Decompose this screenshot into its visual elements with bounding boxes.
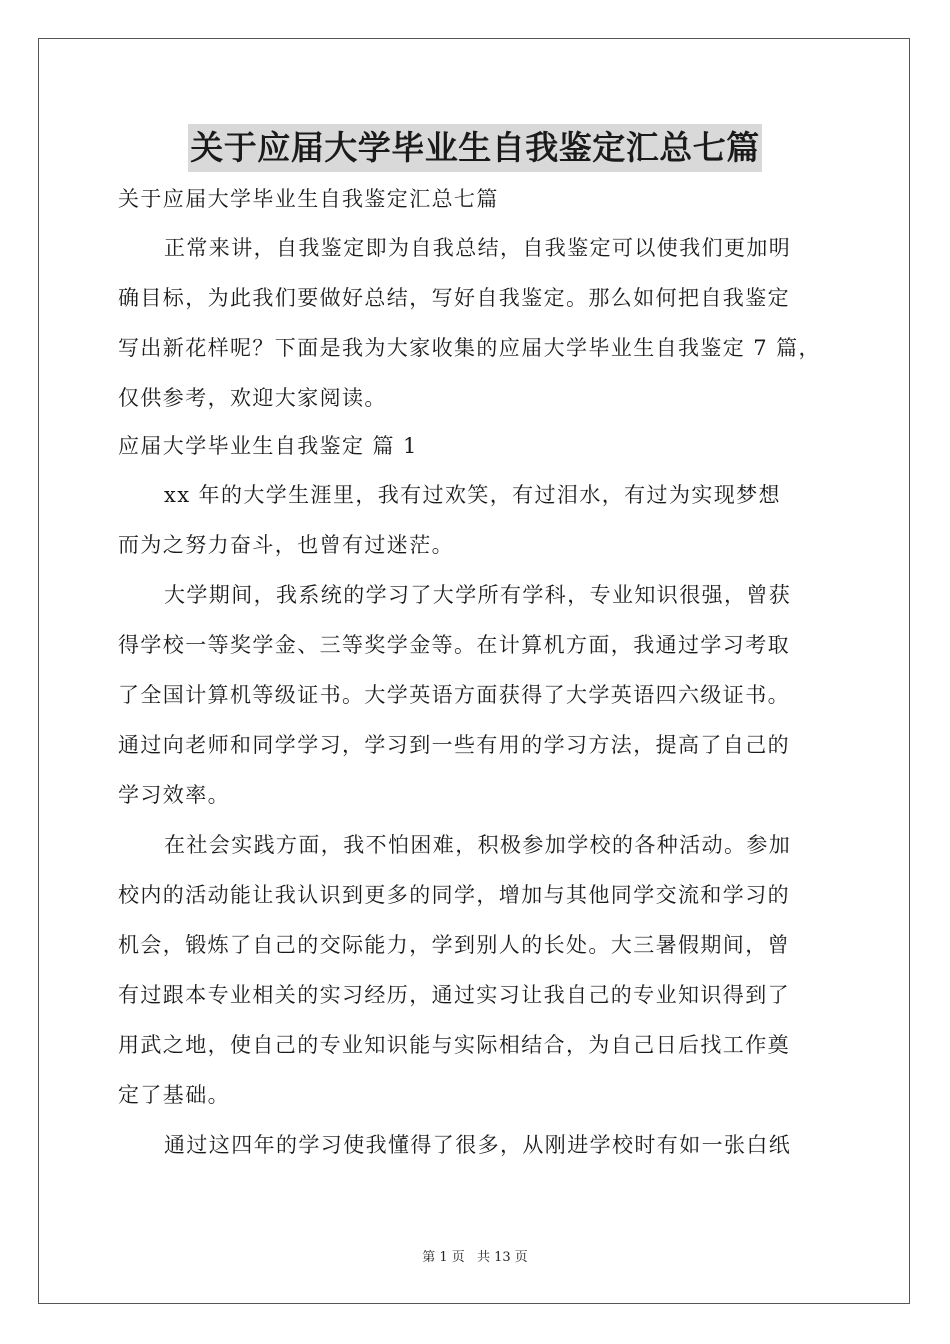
document-subtitle: 关于应届大学毕业生自我鉴定汇总七篇 — [118, 187, 499, 211]
paragraph-line: 有过跟本专业相关的实习经历，通过实习让我自己的专业知识得到了 — [118, 983, 790, 1007]
paragraph-line: 在社会实践方面，我不怕困难，积极参加学校的各种活动。参加 — [164, 833, 792, 857]
paragraph-line: 用武之地，使自己的专业知识能与实际相结合，为自己日后找工作奠 — [118, 1033, 790, 1057]
document-title: 关于应届大学毕业生自我鉴定汇总七篇 — [188, 124, 762, 172]
paragraph-1 — [118, 470, 834, 570]
paragraph-line: 写出新花样呢？下面是我为大家收集的应届大学毕业生自我鉴定 7 篇， — [118, 336, 821, 360]
page-total: 共 13 页 — [476, 1250, 528, 1265]
page-number: 第 1 页 — [422, 1250, 465, 1265]
paragraph-line: 校内的活动能让我认识到更多的同学，增加与其他同学交流和学习的 — [118, 883, 790, 907]
paragraph-line: 定了基础。 — [118, 1083, 230, 1107]
paragraph-line: 正常来讲，自我鉴定即为自我总结，自我鉴定可以使我们更加明 — [164, 236, 792, 260]
intro-paragraph — [118, 223, 834, 423]
paragraph-3 — [118, 820, 834, 1120]
paragraph-line: 确目标，为此我们要做好总结，写好自我鉴定。那么如何把自我鉴定 — [118, 286, 790, 310]
paragraph-line: 机会，锻炼了自己的交际能力，学到别人的长处。大三暑假期间，曾 — [118, 933, 790, 957]
paragraph-4 — [118, 1120, 834, 1170]
paragraph-line: 学习效率。 — [118, 783, 230, 807]
paragraph-line: 仅供参考，欢迎大家阅读。 — [118, 386, 387, 410]
page-footer — [0, 1246, 950, 1265]
paragraph-line: 而为之努力奋斗，也曾有过迷茫。 — [118, 533, 454, 557]
paragraph-line: 了全国计算机等级证书。大学英语方面获得了大学英语四六级证书。 — [118, 683, 790, 707]
paragraph-line: 通过这四年的学习使我懂得了很多，从刚进学校时有如一张白纸 — [164, 1133, 792, 1157]
section-heading: 应届大学毕业生自我鉴定 篇 1 — [118, 434, 418, 458]
paragraph-line: xx 年的大学生涯里，我有过欢笑，有过泪水，有过为实现梦想 — [164, 483, 781, 507]
paragraph-line: 得学校一等奖学金、三等奖学金等。在计算机方面，我通过学习考取 — [118, 633, 790, 657]
paragraph-line: 大学期间，我系统的学习了大学所有学科，专业知识很强，曾获 — [164, 583, 792, 607]
paragraph-line: 通过向老师和同学学习，学习到一些有用的学习方法，提高了自己的 — [118, 733, 790, 757]
document-body — [118, 176, 834, 1170]
title-container — [0, 124, 950, 172]
paragraph-2 — [118, 570, 834, 820]
